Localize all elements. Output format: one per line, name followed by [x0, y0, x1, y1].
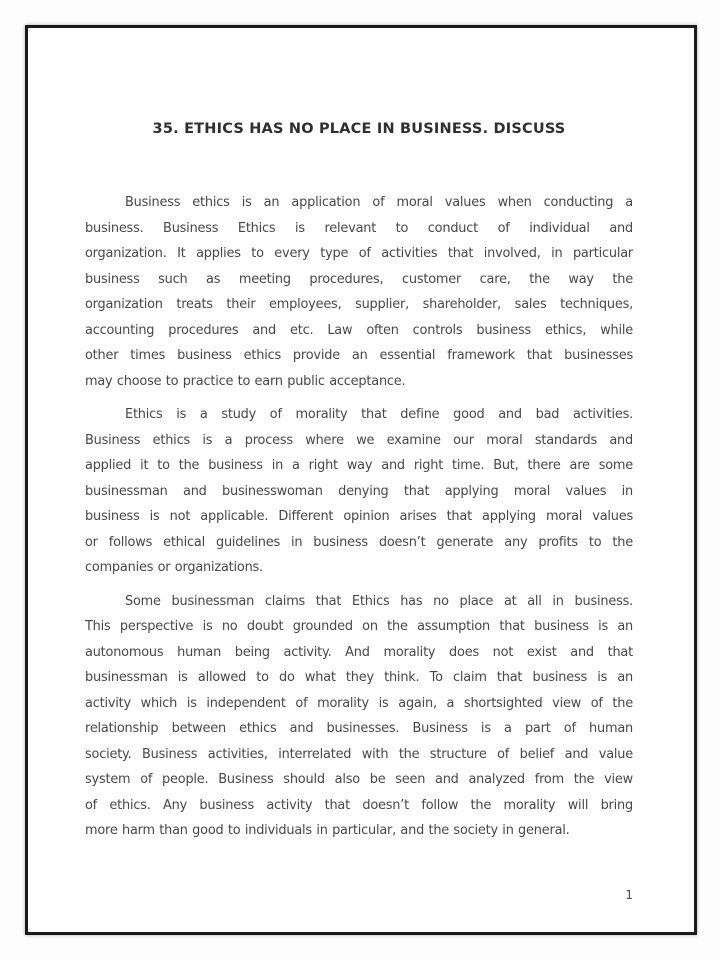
- paragraph: [85, 402, 633, 581]
- text-line: business is not applicable. Different opinion arises that applying moral values: [85, 509, 633, 524]
- text-line: of ethics. Any business activity that doesn’t follow the morality will bring: [85, 797, 633, 813]
- text-line: Ethics is a study of morality that define good and bad activities.: [125, 407, 633, 422]
- paragraph: [85, 190, 633, 394]
- text-line: business. Business Ethics is relevant to conduct of individual and: [85, 220, 633, 236]
- page-title: 35. ETHICS HAS NO PLACE IN BUSINESS. DISCUSS: [152, 121, 566, 137]
- text-line: Business ethics is an application of moral values when conducting a: [125, 195, 633, 210]
- text-line: businessman and businesswoman denying that applying moral values in: [85, 483, 633, 499]
- text-line: other times business ethics provide an essential framework that businesses: [85, 348, 633, 363]
- text-line: activity which is independent of morality is again, a shortsighted view of the: [85, 695, 633, 711]
- text-line: relationship between ethics and businesses. Business is a part of human: [85, 721, 633, 736]
- text-line: Business ethics is a process where we examine our moral standards and: [85, 432, 633, 448]
- text-line: business such as meeting procedures, customer care, the way the: [85, 271, 633, 287]
- document-body: [85, 190, 633, 844]
- text-line: businessman is allowed to do what they think. To claim that business is an: [85, 670, 633, 685]
- text-line: Some businessman claims that Ethics has no place at all in business.: [125, 593, 633, 609]
- text-line: may choose to practice to earn public acceptance.: [85, 373, 406, 389]
- text-line: applied it to the business in a right way and right time. But, there are some: [85, 458, 633, 473]
- text-line: system of people. Business should also be seen and analyzed from the view: [85, 772, 633, 787]
- page-number: 1: [625, 888, 633, 902]
- text-line: autonomous human being activity. And morality does not exist and that: [85, 644, 633, 660]
- text-line: more harm than good to individuals in particular, and the society in general.: [85, 823, 570, 838]
- text-line: companies or organizations.: [85, 560, 263, 575]
- text-line: accounting procedures and etc. Law often controls business ethics, while: [85, 322, 633, 338]
- text-line: This perspective is no doubt grounded on the assumption that business is an: [85, 619, 633, 634]
- text-line: organization treats their employees, supplier, shareholder, sales techniques,: [85, 297, 633, 312]
- paragraph: [85, 589, 633, 844]
- page-content: [28, 28, 694, 932]
- page-border-frame: [25, 25, 697, 935]
- text-line: or follows ethical guidelines in business doesn’t generate any profits to the: [85, 534, 633, 550]
- text-line: organization. It applies to every type of activities that involved, in particular: [85, 246, 633, 261]
- text-line: society. Business activities, interrelated with the structure of belief and value: [85, 746, 633, 762]
